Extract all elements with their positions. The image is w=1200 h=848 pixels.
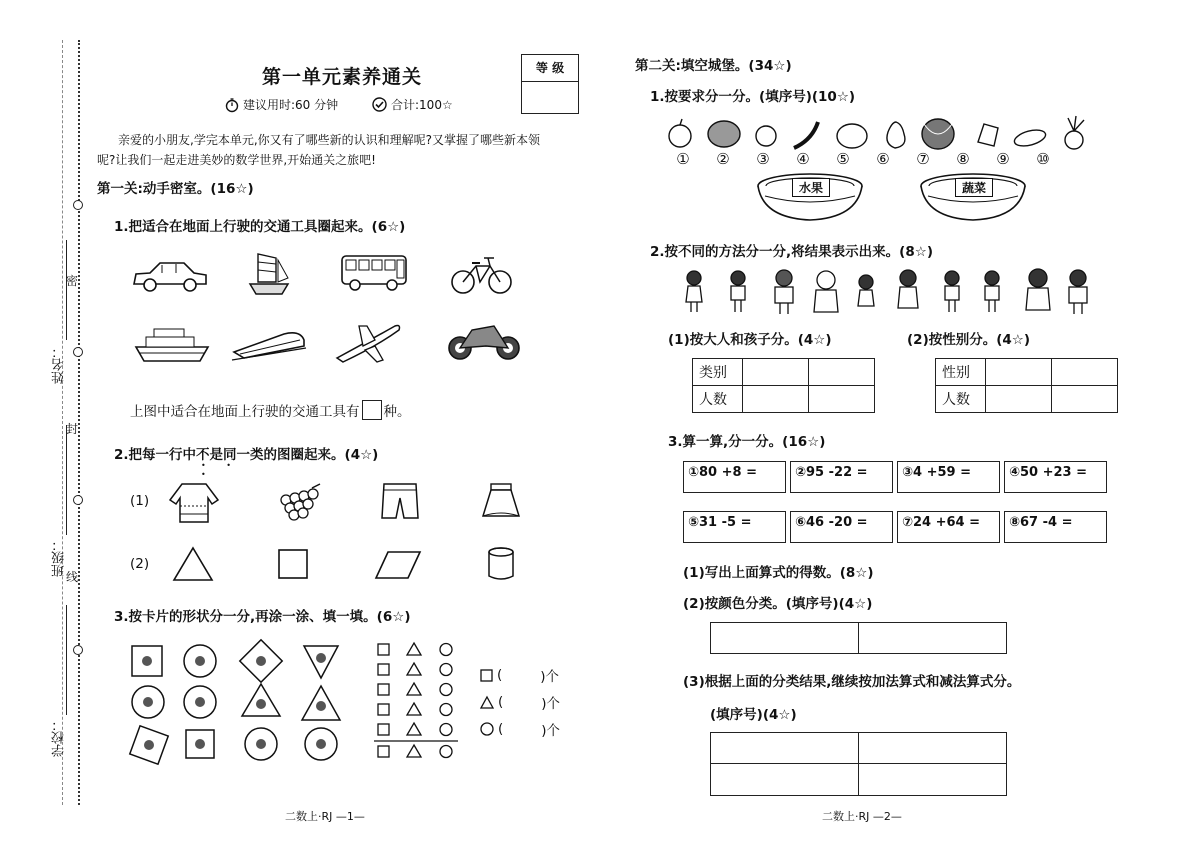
- school-input-line[interactable]: [66, 605, 67, 715]
- count-unit: )个: [540, 669, 560, 685]
- table-row-label: 人数: [936, 386, 986, 413]
- expression-card[interactable]: ⑤31 -5 =: [683, 511, 786, 543]
- question-2-2: 2.按不同的方法分一分,将结果表示出来。(8☆): [650, 244, 933, 260]
- class-label: 班级：: [52, 538, 67, 577]
- produce-number: ③: [756, 150, 770, 168]
- total-text: 合计:100☆: [391, 98, 453, 112]
- produce-number: ①: [676, 150, 690, 168]
- produce-number: ⑩: [1036, 150, 1050, 168]
- table-row-label: 性别: [936, 359, 986, 386]
- expression-card[interactable]: ⑥46 -20 =: [790, 511, 893, 543]
- q1-answer-box[interactable]: [362, 400, 382, 420]
- triangle-icon: [480, 696, 494, 709]
- person-woman: [1026, 269, 1050, 310]
- produce-number: ⑧: [956, 150, 970, 168]
- vegetable-basket-label: 蔬菜: [955, 178, 993, 197]
- table-cell[interactable]: [1052, 386, 1118, 413]
- count-open: (: [498, 694, 504, 710]
- question-2-1: 1.按要求分一分。(填序号)(10☆): [650, 89, 856, 105]
- q2-2-sub-1: (1)按大人和孩子分。(4☆): [668, 332, 832, 348]
- skirt-image[interactable]: [481, 480, 521, 522]
- table-row-label: 人数: [693, 386, 743, 413]
- sailboat-image[interactable]: [244, 248, 294, 298]
- airplane-image[interactable]: [333, 318, 403, 366]
- color-sort-box: [710, 622, 1007, 654]
- intro-line-1: 亲爱的小朋友,学完本单元,你又有了哪些新的认识和理解呢?又掌握了哪些新本领: [118, 133, 541, 147]
- produce-images: [662, 114, 1092, 154]
- produce-number: ④: [796, 150, 810, 168]
- name-label: 姓名：: [52, 345, 67, 384]
- produce-numbers: [672, 150, 1054, 168]
- pumpkin-image: [837, 124, 867, 148]
- binding-ring: [73, 200, 83, 210]
- circle-icon: [480, 722, 494, 736]
- expression-card[interactable]: ⑧67 -4 =: [1004, 511, 1107, 543]
- square-icon: [480, 669, 493, 682]
- add-sub-sort-table: [710, 732, 1007, 796]
- parallelogram-shape[interactable]: [374, 550, 422, 580]
- q1-fill-text: 上图中适合在地面上行驶的交通工具有: [130, 404, 360, 420]
- triangle-shape[interactable]: [172, 546, 214, 582]
- peach-image: [756, 126, 776, 146]
- total-score: [372, 96, 453, 113]
- chili-image: [794, 122, 818, 148]
- expression-card[interactable]: ⑦24 +64 =: [897, 511, 1000, 543]
- people-images: [680, 268, 1100, 316]
- circle-count-row: [480, 719, 560, 739]
- expression-card[interactable]: ④50 +23 =: [1004, 461, 1107, 493]
- person-boy: [945, 271, 959, 312]
- person-man: [1069, 270, 1087, 314]
- bicycle-image[interactable]: [450, 254, 514, 296]
- person-boy: [985, 271, 999, 312]
- person-girl: [686, 271, 702, 312]
- count-open: (: [497, 667, 503, 683]
- seal-char-xian: 线: [66, 570, 79, 584]
- table-cell[interactable]: [809, 386, 875, 413]
- seal-char-mi: 密: [66, 274, 79, 288]
- grapes-image[interactable]: [276, 480, 324, 524]
- car-image[interactable]: [130, 256, 210, 296]
- table-cell[interactable]: [743, 359, 809, 386]
- intro-line-2: 呢?让我们一起走进美妙的数学世界,开始通关之旅吧!: [97, 153, 376, 167]
- q2-3-sub-1: (1)写出上面算式的得数。(8☆): [683, 565, 874, 581]
- count-unit: )个: [541, 723, 561, 739]
- square-shape[interactable]: [277, 548, 309, 580]
- page-footer-2: 二数上·RJ —2—: [822, 810, 902, 823]
- motorcycle-image[interactable]: [446, 316, 522, 362]
- q2-row-1-label: (1): [130, 493, 150, 509]
- q2-3-sub-3-b: (填序号)(4☆): [710, 707, 797, 723]
- adult-child-table: [692, 358, 875, 413]
- pear-image: [887, 122, 905, 148]
- expression-card[interactable]: ①80 +8 =: [683, 461, 786, 493]
- binding-ring: [73, 347, 83, 357]
- sort-cell[interactable]: [859, 733, 1007, 764]
- time-hint: [225, 96, 338, 113]
- section-2-heading: 第二关:填空城堡。(34☆): [635, 58, 792, 74]
- q2-2-sub-2: (2)按性别分。(4☆): [907, 332, 1031, 348]
- person-girl: [858, 275, 874, 306]
- count-unit: )个: [541, 696, 561, 712]
- table-cell[interactable]: [743, 386, 809, 413]
- expression-card[interactable]: ③4 +59 =: [897, 461, 1000, 493]
- binding-dashed-line: [62, 40, 63, 805]
- table-cell[interactable]: [986, 386, 1052, 413]
- class-input-line[interactable]: [66, 425, 67, 535]
- section-1-heading: 第一关:动手密室。(16☆): [97, 181, 254, 197]
- bus-image[interactable]: [338, 252, 410, 294]
- shape-cards: [128, 640, 378, 770]
- table-row-label: 类别: [693, 359, 743, 386]
- seal-char-feng: 封: [66, 422, 79, 436]
- binding-dotted-line: [78, 40, 80, 805]
- sort-cell[interactable]: [711, 733, 859, 764]
- q2-3-sub-2: (2)按颜色分类。(填序号)(4☆): [683, 596, 873, 612]
- q2-3-sub-3: (3)根据上面的分类结果,继续按加法算式和减法算式分。: [683, 674, 1021, 690]
- person-woman: [898, 270, 918, 308]
- strawberry-image: [978, 124, 998, 146]
- eggplant-image: [1013, 127, 1048, 149]
- apple-image: [669, 125, 691, 147]
- q1-fill-suffix: 种。: [383, 404, 411, 420]
- shorts-image[interactable]: [380, 480, 420, 522]
- grade-label: 等 级: [522, 55, 578, 82]
- produce-number: ⑤: [836, 150, 850, 168]
- count-open: (: [498, 721, 504, 737]
- sort-cell[interactable]: [859, 764, 1007, 795]
- table-cell[interactable]: [809, 359, 875, 386]
- page-footer-1: 二数上·RJ —1—: [285, 810, 365, 823]
- sort-cell[interactable]: [711, 764, 859, 795]
- table-cell[interactable]: [1052, 359, 1118, 386]
- q2-row-2-label: (2): [130, 556, 150, 572]
- question-1: 1.把适合在地面上行驶的交通工具圈起来。(6☆): [114, 219, 406, 235]
- color-sort-cell[interactable]: [859, 623, 1006, 653]
- emphasis-dots: • • •: [201, 461, 240, 479]
- question-2: 2.把每一行中不是同一类的图圈起来。(4☆): [114, 447, 379, 463]
- sweater-image[interactable]: [168, 478, 220, 526]
- shape-tally-grid[interactable]: [372, 640, 464, 762]
- color-sort-cell[interactable]: [711, 623, 859, 653]
- triangle-count-row: [480, 692, 560, 712]
- person-man: [814, 271, 838, 312]
- ship-image[interactable]: [134, 325, 210, 365]
- person-man: [775, 270, 793, 314]
- produce-number: ②: [716, 150, 730, 168]
- person-boy: [731, 271, 745, 312]
- radish-image: [1065, 131, 1083, 149]
- gender-table: [935, 358, 1118, 413]
- time-text: 建议用时:60 分钟: [243, 98, 339, 112]
- expression-card[interactable]: ②95 -22 =: [790, 461, 893, 493]
- school-label: 学校：: [52, 718, 67, 757]
- produce-number: ⑦: [916, 150, 930, 168]
- train-image[interactable]: [230, 326, 308, 362]
- name-input-line[interactable]: [66, 240, 67, 340]
- stopwatch-icon: [225, 98, 239, 112]
- produce-number: ⑨: [996, 150, 1010, 168]
- question-2-3: 3.算一算,分一分。(16☆): [668, 434, 826, 450]
- binding-ring: [73, 495, 83, 505]
- question-3: 3.按卡片的形状分一分,再涂一涂、填一填。(6☆): [114, 609, 411, 625]
- cylinder-shape[interactable]: [486, 546, 516, 582]
- binding-ring: [73, 645, 83, 655]
- page-title: 第一单元素养通关: [262, 66, 423, 88]
- fruit-basket-label: 水果: [792, 178, 830, 197]
- cabbage-image: [708, 121, 740, 147]
- square-count-row: [480, 665, 559, 685]
- check-circle-icon: [372, 97, 387, 112]
- grade-box: [521, 54, 579, 114]
- produce-number: ⑥: [876, 150, 890, 168]
- table-cell[interactable]: [986, 359, 1052, 386]
- q1-fill-sentence: [130, 400, 411, 420]
